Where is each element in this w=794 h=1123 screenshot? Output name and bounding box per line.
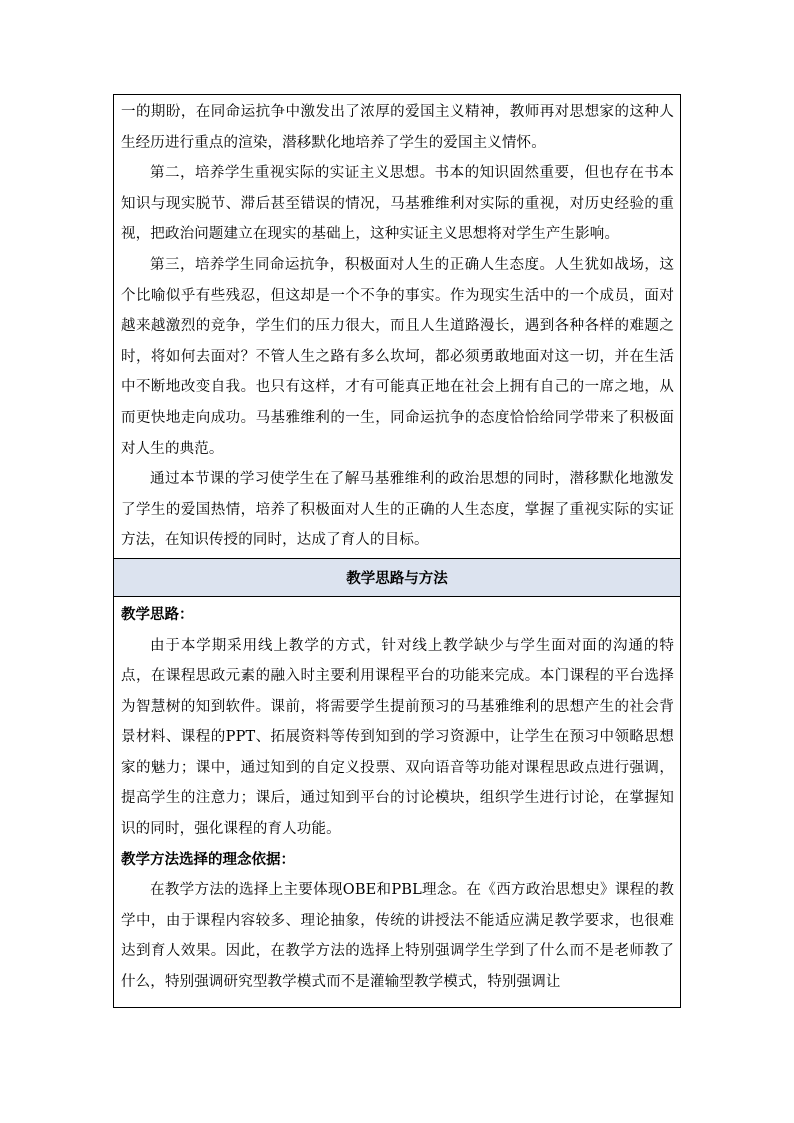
section-header-row	[114, 558, 680, 597]
paragraph-life-attitude: 第三，培养学生同命运抗争，积极面对人生的正确人生态度。人生犹如战场，这个比喻似乎有些残忍，但这却是一个不争的事实。作为现实生活中的一个成员，面对越来越激烈的竞争，学生们的压力很大，而且人生道路漫长，遇到各种各样的难题之时，将如何去面对？不管人生之路有多么坎坷，都必须勇敢地面对这一切，并在生活中不断地改变自我。也只有这样，才有可能真正地在社会上拥有自己的一席之地，从而更快地走向成功。马基雅维利的一生，同命运抗争的态度恰恰给同学带来了积极面对人生的典范。	[121, 256, 674, 457]
content-table	[113, 94, 681, 1008]
paragraph-teaching-approach: 由于本学期采用线上教学的方式，针对线上教学缺少与学生面对面的沟通的特点，在课程思政元素的融入时主要利用课程平台的功能来完成。本门课程的平台选择为智慧树的知到软件。课前，将需要学生提前预习的马基雅维利的思想产生的社会背景材料、课程的PPT、拓展资料等传到知到的学习资源中，让学生在预习中领略思想家的魅力；课中，通过知到的自定义投票、双向语音等功能对课程思政点进行强调，提高学生的注意力；课后，通过知到平台的讨论模块，组织学生进行讨论，在掌握知识的同时，强化课程的育人功能。	[121, 637, 674, 838]
subheading-method-rationale: 教学方法选择的理念依据：	[121, 851, 295, 868]
subheading-teaching-approach: 教学思路：	[121, 606, 194, 623]
reflection-cell	[114, 95, 680, 558]
paragraph-patriotism: 一的期盼，在同命运抗争中激发出了浓厚的爱国主义精神，教师再对思想家的这种人生经历进行重点的渲染，潜移默化地培养了学生的爱国主义情怀。	[121, 104, 674, 151]
section-header-title: 教学思路与方法	[346, 570, 448, 587]
paragraph-summary: 通过本节课的学习使学生在了解马基雅维利的政治思想的同时，潜移默化地激发了学生的爱国热情，培养了积极面对人生的正确的人生态度，掌握了重视实际的实证方法，在知识传授的同时，达成了育人的目标。	[121, 471, 674, 549]
paragraph-empiricism: 第二，培养学生重视实际的实证主义思想。书本的知识固然重要，但也存在书本知识与现实脱节、滞后甚至错误的情况，马基雅维利对实际的重视，对历史经验的重视，把政治问题建立在现实的基础上，这种实证主义思想将对学生产生影响。	[121, 165, 674, 243]
paragraph-method-rationale: 在教学方法的选择上主要体现OBE和PBL理念。在《西方政治思想史》课程的教学中，由于课程内容较多、理论抽象，传统的讲授法不能适应满足教学要求，也很难达到育人效果。因此，在教学方法的选择上特别强调学生学到了什么而不是老师教了什么，特别强调研究型教学模式而不是灌输型教学模式，特别强调让	[121, 882, 674, 991]
methods-cell	[114, 597, 680, 1007]
